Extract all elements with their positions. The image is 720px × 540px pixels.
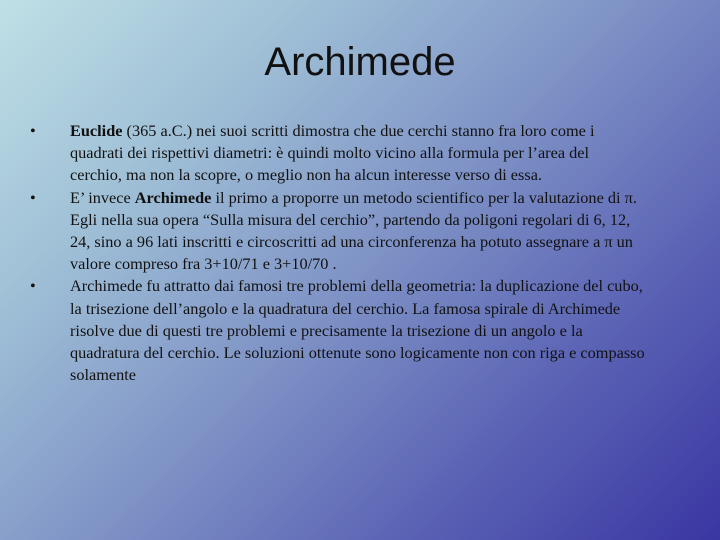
bullet-item-tre-problemi — [30, 275, 645, 386]
bullet-icon: • — [30, 276, 36, 296]
bullet-bold: Archimede — [134, 187, 212, 207]
bullet-text: Archimede fu attratto dai famosi tre problemi della geometria: la duplicazione del cubo, la trisezione dell’angolo e la quadratura del cerchio. La famosa spirale di Archimede risolve due di questi tre problemi e precisamente la trisezione di un angolo e la quadratura del cerchio. Le soluzioni ottenute sono logicamente non con riga e compasso solamente — [70, 276, 645, 385]
bullet-icon: • — [30, 121, 36, 140]
bullet-icon: • — [30, 187, 36, 207]
bullet-list — [30, 120, 645, 386]
bullet-item-archimede-metodo — [30, 187, 645, 276]
bullet-text: (365 a.C.) nei suoi scritti dimostra che due cerchi stanno fra loro come i quadrati dei rispettivi diametri: è quindi molto vicino alla formula per l’area del cerchio, ma non la scopre, o meglio non ha alcun interesse verso di essa. — [70, 121, 595, 185]
bullet-text-after: il primo a proporre un metodo scientifico per la valutazione di π. Egli nella sua opera “Sulla misura del cerchio”, partendo da poligoni regolari di 6, 12, 24, sino a 96 lati inscritti e circoscritti ad una circonferenza ha potuto assegnare a π un valore compreso fra 3+10/71 e 3+10/70 . — [70, 187, 637, 274]
slide-title: Archimede — [264, 40, 456, 84]
bullet-bold-lead: Euclide — [70, 121, 123, 140]
bullet-text-before: E’ invece — [70, 187, 135, 207]
bullet-item-euclide — [30, 120, 645, 187]
